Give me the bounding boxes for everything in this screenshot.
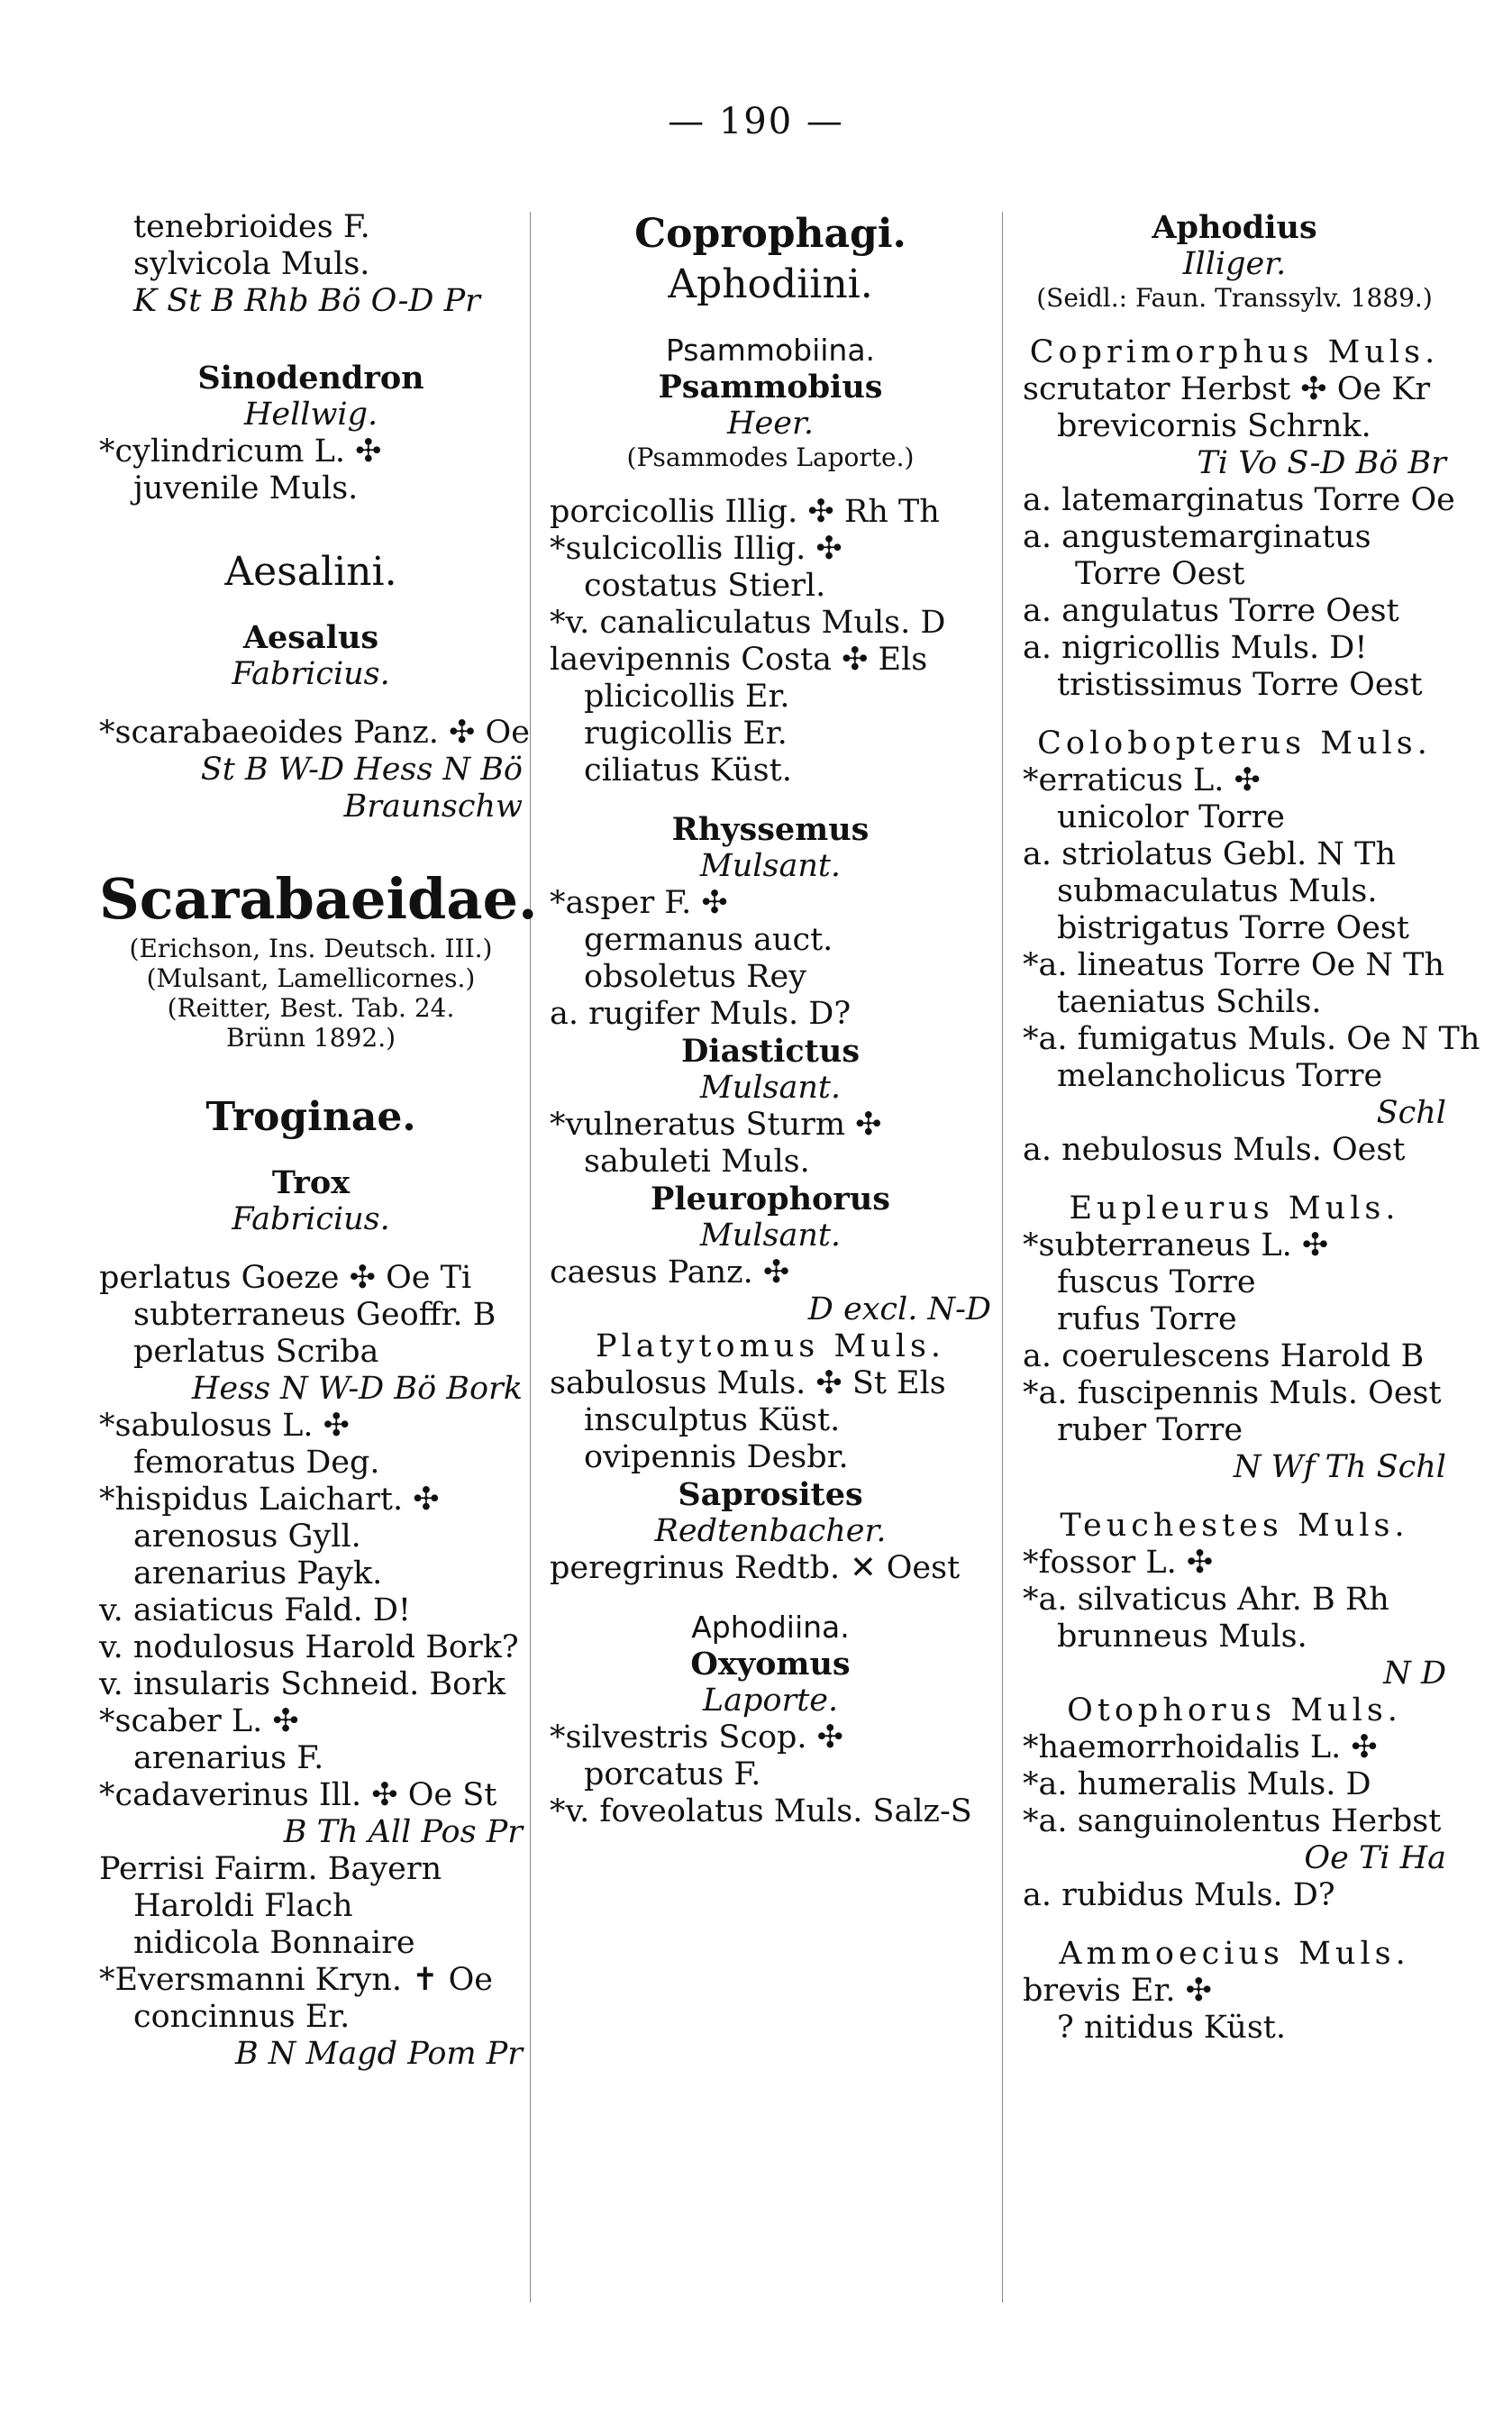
text-line: germanus auct. [584, 922, 833, 958]
spacer [550, 1587, 991, 1609]
text-line: laevipennis Costa ✣ Els [550, 642, 928, 678]
text-line: plicicollis Er. [584, 679, 790, 715]
text-line: Brünn 1892.) [225, 1023, 396, 1053]
text-line: rugicollis Er. [584, 716, 788, 752]
text-line: peregrinus Redtb. ✕ Oest [550, 1550, 961, 1586]
text-line: *fossor L. ✣ [1023, 1545, 1214, 1581]
text-line: Oxyomus [690, 1646, 851, 1683]
text-column-right [1023, 209, 1480, 2047]
text-line: a. latemarginatus Torre Oe [1023, 482, 1455, 518]
text-line: a. angustemarginatus [1023, 519, 1371, 555]
text-line: *cylindricum L. ✣ [99, 433, 382, 470]
text-line: arenarius Payk. [133, 1555, 383, 1592]
text-line: arenarius F. [133, 1740, 324, 1776]
text-line: Illiger. [1182, 246, 1287, 282]
text-line: *hispidus Laichart. ✣ [99, 1482, 440, 1518]
text-line: *haemorrhoidalis L. ✣ [1023, 1729, 1378, 1765]
text-line: a. nebulosus Muls. Oest [1023, 1132, 1406, 1168]
text-line: arenosus Gyll. [133, 1519, 361, 1555]
text-line: (Erichson, Ins. Deutsch. III.) [129, 934, 493, 963]
text-line: Otophorus Muls. [1067, 1692, 1402, 1728]
text-line: bistrigatus Torre Oest [1057, 910, 1409, 946]
text-line: subterraneus Geoffr. B [133, 1297, 496, 1333]
text-line: fuscus Torre [1057, 1264, 1256, 1300]
text-line: *a. fumigatus Muls. Oe N Th [1023, 1021, 1480, 1057]
text-line: tenebrioides F. [133, 209, 370, 245]
text-line: Mulsant. [699, 848, 842, 884]
text-line: *scaber L. ✣ [99, 1703, 299, 1739]
text-line: Colobopterus Muls. [1037, 725, 1432, 762]
text-line: submaculatus Muls. [1057, 873, 1378, 909]
text-line: caesus Panz. ✣ [550, 1254, 790, 1291]
text-line: perlatus Scriba [133, 1334, 379, 1370]
text-line: *subterraneus L. ✣ [1023, 1227, 1329, 1263]
text-line: v. nodulosus Harold Bork? [99, 1629, 519, 1665]
spacer [99, 1053, 523, 1092]
text-line: Aphodiina. [691, 1610, 850, 1645]
text-line: *a. fuscipennis Muls. Oest [1023, 1375, 1442, 1411]
text-line: rufus Torre [1057, 1301, 1237, 1337]
text-line: porcatus F. [584, 1756, 761, 1792]
spacer [99, 1143, 523, 1164]
text-line: Redtenbacher. [654, 1513, 887, 1549]
text-line: Fabricius. [232, 1201, 390, 1237]
text-column-left [99, 209, 538, 2073]
text-line: Psammobius [658, 369, 883, 406]
text-line: costatus Stierl. [584, 568, 826, 604]
spacer [1023, 313, 1446, 334]
text-line: brunneus Muls. [1057, 1619, 1307, 1655]
text-line: Scarabaeidae. [99, 866, 538, 932]
text-line: Heer. [727, 406, 814, 442]
text-line: Rhyssemus [671, 811, 870, 848]
text-line: Laporte. [702, 1683, 839, 1719]
text-line: Trox [271, 1164, 351, 1201]
text-line: sylvicola Muls. [133, 246, 370, 282]
text-line: Haroldi Flach [133, 1888, 353, 1924]
text-line: Ammoecius Muls. [1059, 1936, 1410, 1972]
text-line: Troginae. [205, 1094, 416, 1140]
text-line: St B W-D Hess N Bö [200, 752, 523, 788]
text-line: Fabricius. [232, 656, 390, 692]
text-line: *v. foveolatus Muls. Salz-S [550, 1793, 972, 1829]
text-line: juvenile Muls. [133, 470, 359, 506]
text-line: Coprimorphus Muls. [1029, 334, 1440, 370]
text-line: *a. silvaticus Ahr. B Rh [1023, 1582, 1389, 1618]
text-line: *asper F. ✣ [550, 885, 728, 921]
text-line: Aphodiini. [668, 261, 873, 307]
text-line: B Th All Pos Pr [283, 1814, 523, 1850]
text-line: D excl. N-D [807, 1291, 991, 1327]
spacer [99, 825, 523, 865]
text-line: Saprosites [678, 1476, 863, 1513]
text-line: nidicola Bonnaire [133, 1925, 415, 1961]
text-line: N D [1383, 1655, 1446, 1692]
text-line: Platytomus Muls. [595, 1328, 946, 1364]
text-line: Aphodius [1152, 209, 1317, 246]
text-line: v. asiaticus Fald. D! [99, 1592, 412, 1628]
text-line: *erraticus L. ✣ [1023, 762, 1261, 798]
spacer [1023, 704, 1446, 725]
text-line: insculptus Küst. [584, 1402, 841, 1438]
text-line: a. coerulescens Harold B [1023, 1338, 1425, 1374]
text-column-middle [550, 209, 991, 1830]
text-line: femoratus Deg. [133, 1445, 380, 1481]
spacer [99, 597, 523, 619]
spacer [550, 310, 991, 332]
text-line: ovipennis Desbr. [584, 1439, 849, 1475]
text-line: taeniatus Schils. [1057, 984, 1322, 1020]
text-line: Sinodendron [197, 360, 424, 397]
text-line: Mulsant. [699, 1070, 842, 1106]
text-line: *silvestris Scop. ✣ [550, 1719, 844, 1756]
text-line: ciliatus Küst. [584, 752, 792, 789]
text-line: *v. canaliculatus Muls. D [550, 605, 946, 641]
text-line: Teuchestes Muls. [1060, 1508, 1409, 1544]
text-line: N Wf Th Schl [1233, 1449, 1446, 1485]
spacer [99, 1238, 523, 1260]
text-line: Diastictus [680, 1033, 861, 1070]
text-line: a. angulatus Torre Oest [1023, 593, 1399, 629]
text-line: tristissimus Torre Oest [1057, 667, 1423, 703]
text-line: sabulosus Muls. ✣ St Els [550, 1365, 946, 1401]
column-divider [530, 212, 531, 2303]
text-line: B N Magd Pom Pr [234, 2036, 523, 2072]
text-line: (Mulsant, Lamellicornes.) [146, 963, 476, 993]
spacer [1023, 1169, 1446, 1190]
text-line: melancholicus Torre [1057, 1058, 1383, 1094]
text-line: a. rugifer Muls. D? [550, 996, 852, 1032]
spacer [99, 320, 523, 360]
text-line: a. nigricollis Muls. D! [1023, 630, 1368, 666]
spacer [550, 789, 991, 811]
text-line: (Reitter, Best. Tab. 24. [167, 993, 455, 1023]
text-line: *a. sanguinolentus Herbst [1023, 1803, 1442, 1839]
text-line: Pleurophorus [651, 1181, 890, 1218]
text-line: brevicornis Schrnk. [1057, 408, 1371, 444]
text-line: Psammobiina. [665, 333, 876, 368]
spacer [550, 472, 991, 494]
text-line: concinnus Er. [133, 1999, 351, 2035]
spacer [99, 507, 523, 547]
text-line: *cadaverinus Ill. ✣ Oe St [99, 1777, 497, 1813]
text-line: *a. lineatus Torre Oe N Th [1023, 947, 1444, 983]
text-line: *sulcicollis Illig. ✣ [550, 531, 843, 567]
text-line: Aesalini. [224, 549, 397, 595]
text-line: brevis Er. ✣ [1023, 1973, 1212, 2009]
text-line: Torre Oest [1075, 556, 1245, 592]
text-line: Hess N W-D Bö Bork [191, 1371, 523, 1407]
text-line: (Psammodes Laporte.) [626, 442, 915, 472]
text-line: ? nitidus Küst. [1057, 2010, 1286, 2046]
spacer [99, 693, 523, 715]
text-line: (Seidl.: Faun. Transsylv. 1889.) [1036, 283, 1433, 313]
text-line: Hellwig. [243, 397, 378, 433]
text-line: Oe Ti Ha [1304, 1840, 1446, 1876]
text-line: *Eversmanni Kryn. ✝ Oe [99, 1962, 493, 1998]
text-line: Aesalus [242, 619, 379, 656]
text-line: sabuleti Muls. [584, 1144, 810, 1180]
text-line: ruber Torre [1057, 1412, 1243, 1448]
text-line: Coprophagi. [634, 211, 906, 257]
text-line: *sabulosus L. ✣ [99, 1408, 350, 1444]
text-line: scrutator Herbst ✣ Oe Kr [1023, 371, 1431, 407]
text-line: Ti Vo S-D Bö Br [1197, 445, 1446, 481]
text-line: unicolor Torre [1057, 799, 1285, 835]
text-line: Schl [1376, 1095, 1446, 1131]
spacer [1023, 1486, 1446, 1508]
text-line: Braunschw [343, 789, 523, 825]
text-line: a. striolatus Gebl. N Th [1023, 836, 1397, 872]
text-line: Mulsant. [699, 1218, 842, 1254]
text-line: Eupleurus Muls. [1069, 1190, 1400, 1227]
text-line: perlatus Goeze ✣ Oe Ti [99, 1260, 472, 1296]
spacer [1023, 1914, 1446, 1936]
text-line: porcicollis Illig. ✣ Rh Th [550, 494, 940, 530]
text-line: *a. humeralis Muls. D [1023, 1766, 1371, 1802]
text-line: obsoletus Rey [584, 959, 806, 995]
text-line: K St B Rhb Bö O-D Pr [133, 283, 480, 319]
page-number: — 190 — [668, 101, 844, 142]
text-line: *vulneratus Sturm ✣ [550, 1107, 882, 1143]
text-line: v. insularis Schneid. Bork [99, 1666, 506, 1702]
text-line: a. rubidus Muls. D? [1023, 1877, 1335, 1913]
text-line: Perrisi Fairm. Bayern [99, 1851, 442, 1887]
column-divider [1002, 212, 1003, 2303]
text-line: *scarabaeoides Panz. ✣ Oe [99, 715, 530, 751]
